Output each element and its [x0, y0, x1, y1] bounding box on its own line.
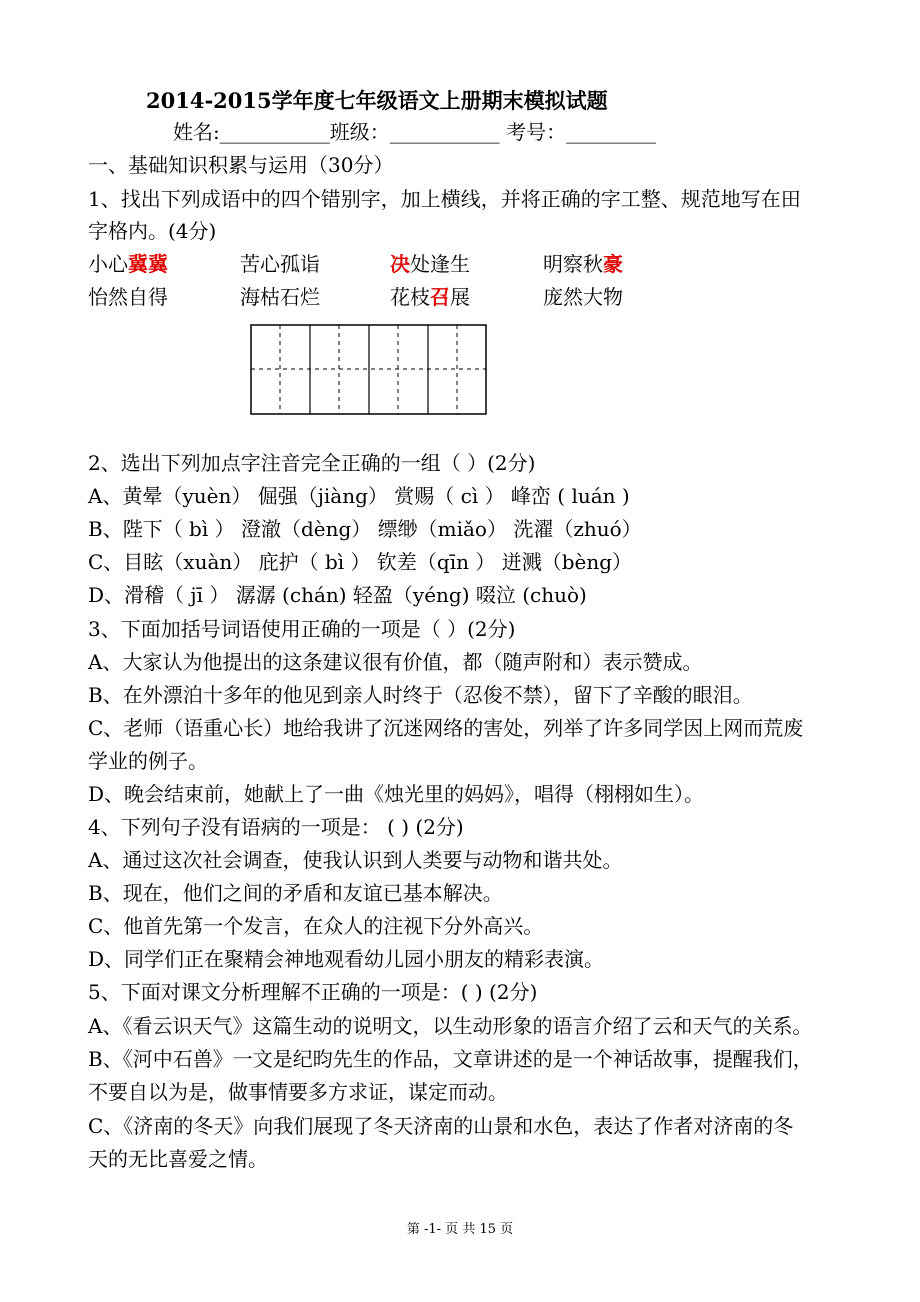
- idiom: 小心冀冀: [88, 252, 168, 276]
- q4-option-c: C、他首先第一个发言，在众人的注视下分外高兴。: [88, 914, 544, 938]
- q1-stem-line1: 1、找出下列成语中的四个错别字，加上横线，并将正确的字工整、规范地写在田: [88, 187, 801, 211]
- q5-option-a: A、《看云识天气》这篇生动的说明文，以生动形象的语言介绍了云和天气的关系。: [88, 1014, 813, 1038]
- q3-option-c-cont: 学业的例子。: [88, 749, 208, 773]
- q2-stem: 2、选出下列加点字注音完全正确的一组（ ）(2分): [88, 451, 536, 475]
- q4-option-a: A、通过这次社会调查，使我认识到人类要与动物和谐共处。: [88, 848, 623, 872]
- page-title: 2014-2015学年度七年级语文上册期末模拟试题: [146, 88, 608, 113]
- idiom: 怡然自得: [88, 285, 168, 309]
- q5-option-b-cont: 不要自以为是，做事情要多方求证，谋定而动。: [88, 1080, 508, 1104]
- q4-option-d: D、同学们正在聚精会神地观看幼儿园小朋友的精彩表演。: [88, 947, 605, 971]
- idiom: 花枝召展: [390, 285, 470, 309]
- q3-option-b: B、在外漂泊十多年的他见到亲人时终于（忍俊不禁），留下了辛酸的眼泪。: [88, 683, 753, 707]
- idiom: 庞然大物: [543, 285, 623, 309]
- q4-stem: 4、下列句子没有语病的一项是： ( ) (2分): [88, 815, 464, 839]
- q2-option-d: D、滑稽（ jī ） 潺潺 (chán) 轻盈（yéng) 啜泣 (chuò): [88, 583, 587, 607]
- q5-option-c: C、《济南的冬天》向我们展现了冬天济南的山景和水色，表达了作者对济南的冬: [88, 1114, 794, 1138]
- q3-option-a: A、大家认为他提出的这条建议很有价值，都（随声附和）表示赞成。: [88, 650, 703, 674]
- idiom: 苦心孤诣: [240, 252, 320, 276]
- idiom: 决处逢生: [390, 252, 470, 276]
- q2-option-a: A、黄晕（yuèn） 倔强（jiàng） 赏赐（ cì ） 峰峦 ( luán ): [88, 484, 630, 508]
- student-info-line: 姓名:___________班级：___________ 考号：_________: [173, 120, 657, 144]
- idiom: 海枯石烂: [240, 285, 320, 309]
- q4-option-b: B、现在，他们之间的矛盾和友谊已基本解决。: [88, 881, 503, 905]
- q1-stem-line2: 字格内。(4分): [88, 219, 217, 243]
- q5-stem: 5、下面对课文分析理解不正确的一项是：( ) (2分): [88, 980, 538, 1004]
- page-footer: 第 -1- 页 共 15 页: [406, 1222, 514, 1237]
- q5-option-c-cont: 天的无比喜爱之情。: [88, 1147, 268, 1171]
- q2-option-c: C、目眩（xuàn） 庇护（ bì ） 钦差（qīn ） 迸溅（bèng）: [88, 550, 633, 574]
- tianzige-grid[interactable]: [250, 324, 488, 416]
- q3-option-c: C、老师（语重心长）地给我讲了沉迷网络的害处，列举了许多同学因上网而荒废: [88, 716, 804, 740]
- q3-stem: 3、下面加括号词语使用正确的一项是（ ）(2分): [88, 617, 516, 641]
- q3-option-d: D、晚会结束前，她献上了一曲《烛光里的妈妈》，唱得（栩栩如生）。: [88, 782, 705, 806]
- idiom: 明察秋豪: [543, 252, 623, 276]
- q5-option-b: B、《河中石兽》一文是纪昀先生的作品，文章讲述的是一个神话故事，提醒我们，: [88, 1047, 813, 1071]
- section-heading: 一、基础知识积累与运用（30分）: [88, 153, 394, 177]
- q2-option-b: B、陛下（ bì ） 澄澈（dèng） 缥缈（miǎo） 洗濯（zhuó）: [88, 517, 642, 541]
